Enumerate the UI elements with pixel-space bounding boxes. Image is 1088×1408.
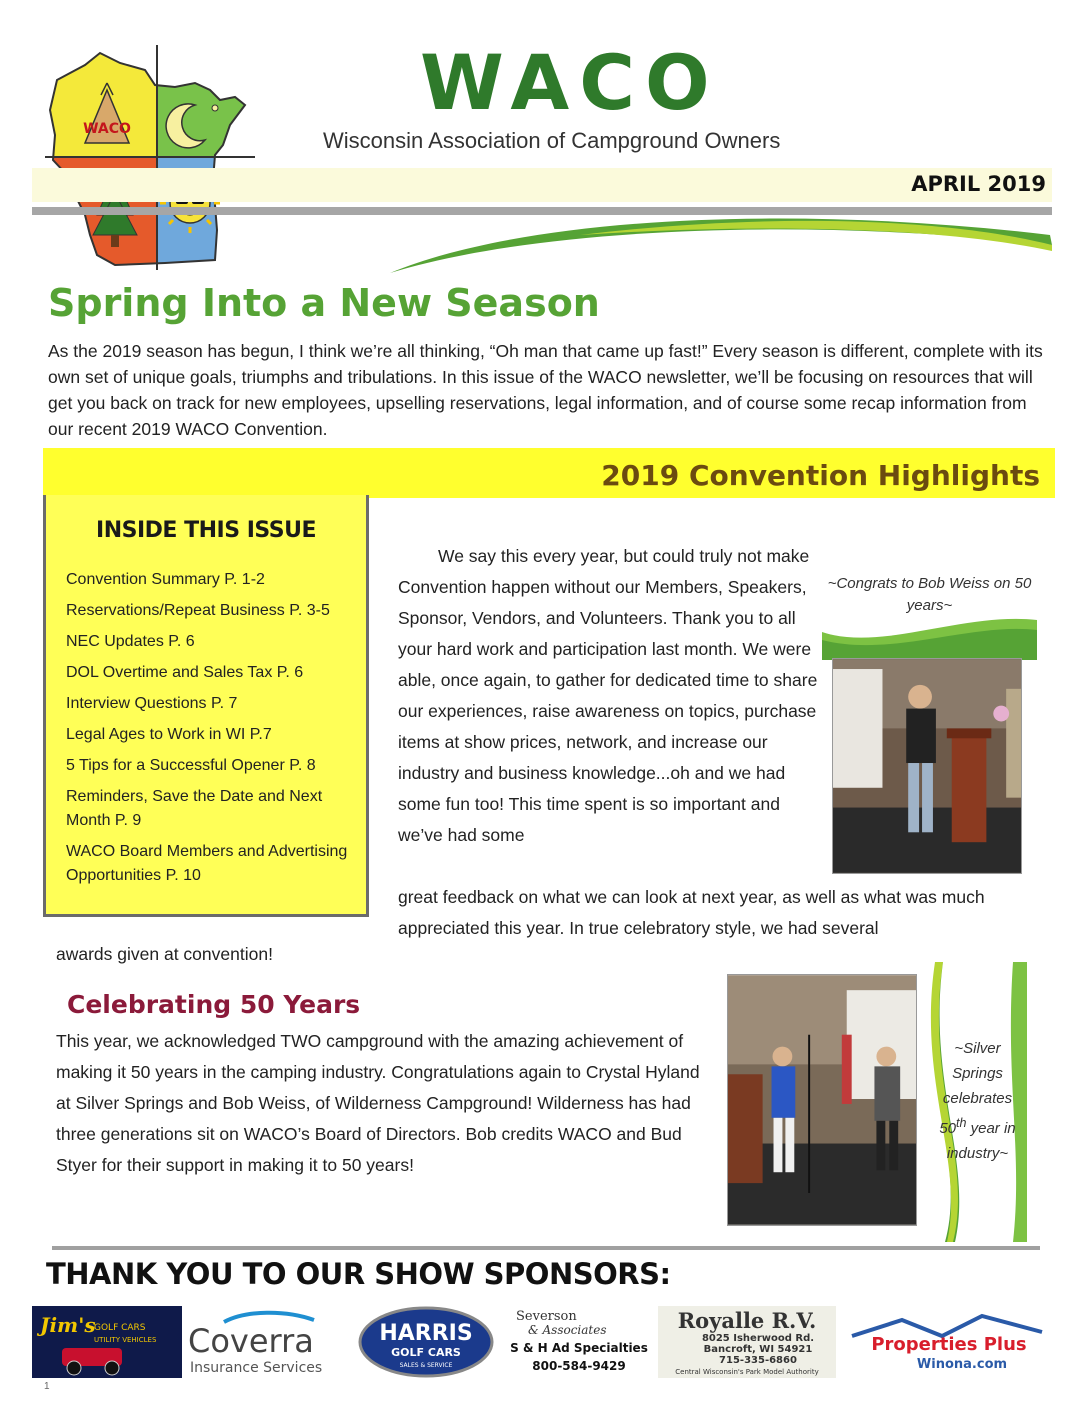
- sponsor-logo-royalle: [658, 1306, 836, 1378]
- svg-text:8025 Isherwood Rd.: 8025 Isherwood Rd.: [701, 1333, 815, 1344]
- issue-date: APRIL 2019: [911, 172, 1046, 196]
- svg-text:800-584-9429: 800-584-9429: [532, 1359, 626, 1373]
- svg-text:Jim's: Jim's: [40, 1313, 96, 1337]
- caption-wave: [822, 612, 1037, 660]
- sponsor-logo-coverra: [186, 1306, 346, 1378]
- photo-bob-weiss: [832, 658, 1022, 874]
- toc-title: INSIDE THIS ISSUE: [96, 518, 316, 543]
- svg-text:Coverra: Coverra: [188, 1322, 314, 1360]
- convention-text: We say this every year, but could truly not make Convention happen without our Members, Speakers, Sponsor, Vendors, and Volunteers. Thank you to all your hard work and participation last month. We were able, once again, to gather for dedicated time to share our experiences, raise awareness on topics, purchase items at show prices, network, and increase our industry and business knowledge...oh and we had some fun too! This time spent is so important and we’ve had some: [398, 546, 818, 845]
- jims-golf-cars-logo: [32, 1306, 182, 1378]
- convention-paragraph-end: awards given at convention!: [56, 944, 273, 964]
- svg-text:SALES & SERVICE: SALES & SERVICE: [399, 1362, 453, 1369]
- harris-golf-cars-logo: [356, 1306, 496, 1378]
- photo1-caption: ~Congrats to Bob Weiss on 50 years~: [827, 575, 1032, 614]
- svg-text:Royalle R.V.: Royalle R.V.: [677, 1308, 817, 1333]
- svg-text:715-335-6860: 715-335-6860: [719, 1355, 797, 1366]
- photo2-caption: ~Silver Springs celebrates 50th year in industry~: [939, 1040, 1016, 1162]
- toc-item: Reservations/Repeat Business P. 3-5: [66, 602, 330, 619]
- brand-title: WACO: [420, 38, 720, 127]
- convention-paragraph: [398, 541, 818, 851]
- svg-text:UTILITY VEHICLES: UTILITY VEHICLES: [94, 1336, 157, 1344]
- svg-text:Central Wisconsin's Park Model: Central Wisconsin's Park Model Authority: [675, 1368, 819, 1376]
- sponsor-logo-properties-plus: [842, 1306, 1056, 1378]
- sponsors-title: THANK YOU TO OUR SHOW SPONSORS:: [46, 1257, 671, 1291]
- toc-item: Reminders, Save the Date and Next Month P. 9: [66, 788, 323, 829]
- sponsor-divider: [52, 1246, 1040, 1250]
- date-bar: [32, 168, 1052, 202]
- convention-paragraph-continued: great feedback on what we can look at next year, as well as what was much appreciated this year. In true celebratory style, we had several: [398, 887, 985, 938]
- page-number: 1: [44, 1381, 50, 1392]
- svg-text:GOLF CARS: GOLF CARS: [391, 1346, 461, 1359]
- svg-text:HARRIS: HARRIS: [379, 1321, 473, 1346]
- waco-logo: [45, 45, 255, 270]
- headline: Spring Into a New Season: [48, 281, 600, 325]
- coverra-logo: [186, 1306, 346, 1378]
- svg-text:Insurance Services: Insurance Services: [190, 1360, 323, 1376]
- svg-text:GOLF CARS: GOLF CARS: [94, 1323, 146, 1333]
- sponsor-logo-severson: [508, 1306, 650, 1378]
- toc-list: [66, 568, 366, 895]
- svg-text:S & H Ad Specialties: S & H Ad Specialties: [510, 1341, 648, 1355]
- svg-text:Severson: Severson: [516, 1309, 577, 1324]
- green-swoosh: [380, 205, 1060, 275]
- toc-item: Convention Summary P. 1-2: [66, 571, 265, 588]
- organization-name: Wisconsin Association of Campground Owners: [323, 128, 781, 153]
- toc-item: DOL Overtime and Sales Tax P. 6: [66, 664, 304, 681]
- properties-plus-logo: [842, 1306, 1056, 1378]
- intro-paragraph: As the 2019 season has begun, I think we’re all thinking, “Oh man that came up fast!” Every season is different, complete with its own set of unique goals, triumphs and tribulations. In this issue of the WACO newsletter, we’ll be focusing on resources that will get you back on track for new employees, upselling reservations, legal information, and of course some recap information from our recent 2019 WACO Convention.: [48, 341, 1043, 439]
- toc-item: NEC Updates P. 6: [66, 633, 195, 650]
- celebrating-paragraph: This year, we acknowledged TWO campground with the amazing achievement of making it 50 years in the camping industry. Congratulations again to Crystal Hyland at Silver Springs and Bob Weiss, of Wilderness Campground! Wilderness has had three generations sit on WACO’s Board of Directors. Bob credits WACO and Bud Styer for their support in making it to 50 years!: [56, 1031, 700, 1175]
- severson-associates-logo: [508, 1306, 650, 1378]
- convention-title: 2019 Convention Highlights: [601, 459, 1040, 492]
- royalle-rv-logo: [658, 1306, 836, 1378]
- sponsor-logo-jims: [32, 1306, 182, 1378]
- celebrating-title: Celebrating 50 Years: [67, 990, 361, 1019]
- svg-text:Winona.com: Winona.com: [916, 1357, 1008, 1372]
- photo-silver-springs: [727, 974, 917, 1226]
- toc-item: Legal Ages to Work in WI P.7: [66, 726, 272, 743]
- toc-item: WACO Board Members and Advertising Opportunities P. 10: [66, 843, 348, 884]
- sponsor-logo-harris: [356, 1306, 496, 1378]
- toc-item: Interview Questions P. 7: [66, 695, 238, 712]
- svg-text:Bancroft, WI 54921: Bancroft, WI 54921: [703, 1344, 813, 1355]
- svg-text:Properties Plus: Properties Plus: [871, 1334, 1027, 1355]
- toc-item: 5 Tips for a Successful Opener P. 8: [66, 757, 316, 774]
- svg-text:& Associates: & Associates: [528, 1323, 607, 1337]
- svg-text:WACO: WACO: [83, 121, 131, 137]
